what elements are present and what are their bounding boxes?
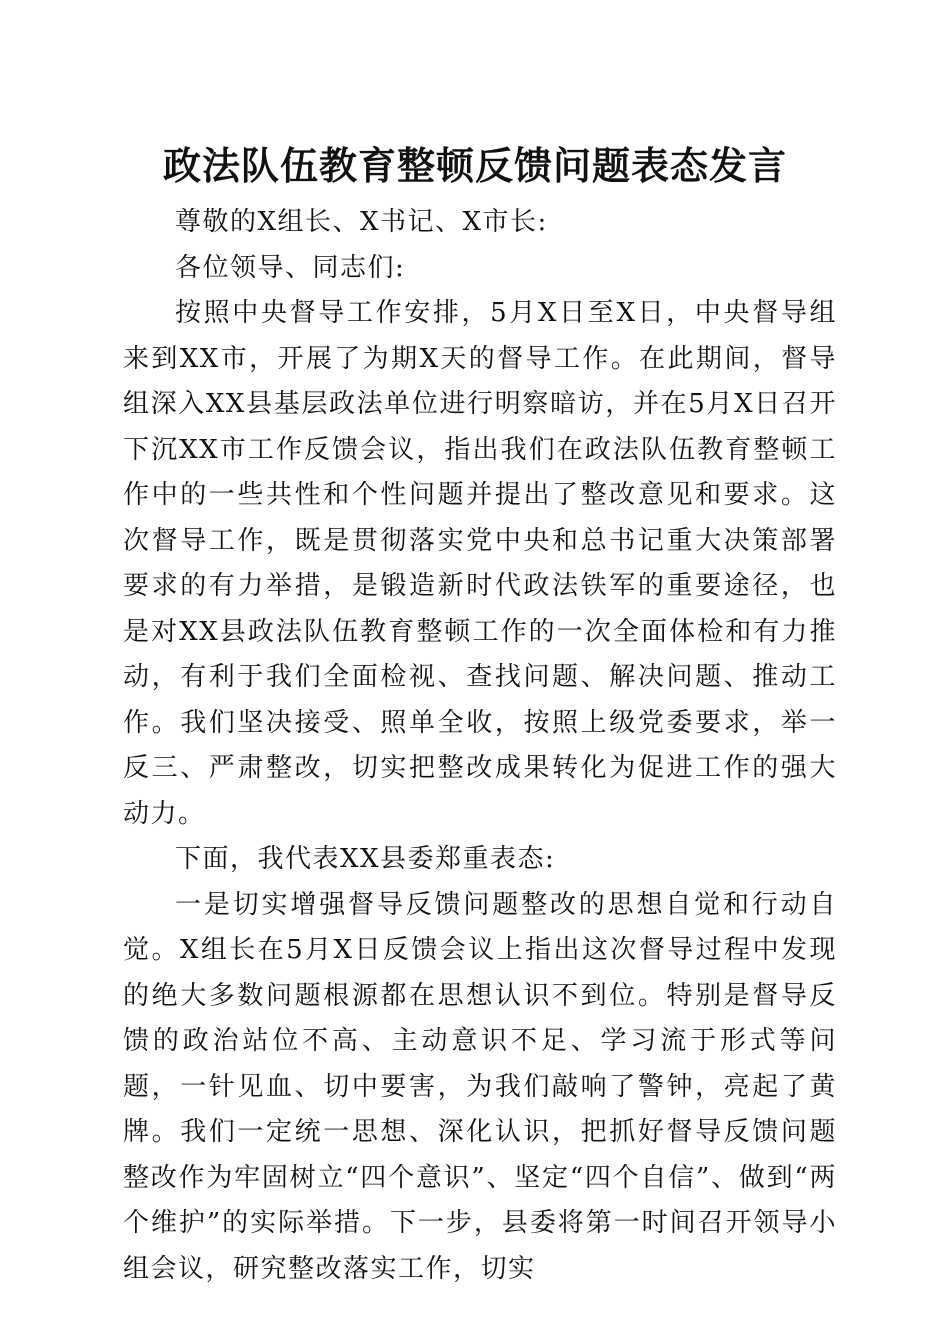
- body-paragraph: 按照中央督导工作安排，5月X日至X日，中央督导组来到XX市，开展了为期X天的督导工作。在此期间，督导组深入XX县基层政法单位进行明察暗访，并在5月X日召开下沉XX市工作反馈会议，指出我们在政法队伍教育整顿工作中的一些共性和个性问题并提出了整改意见和要求。这次督导工作，既是贯彻落实党中央和总书记重大决策部署要求的有力举措，是锻造新时代政法铁军的重要途径，也是对XX县政法队伍教育整顿工作的一次全面体检和有力推动，有利于我们全面检视、查找问题、解决问题、推动工作。我们坚决接受、照单全收，按照上级党委要求，举一反三、严肃整改，切实把整改成果转化为促进工作的强大动力。: [123, 298, 837, 829]
- body-paragraph: 下面，我代表XX县委郑重表态:: [175, 844, 556, 874]
- salutation-line: 各位领导、同志们:: [175, 252, 406, 283]
- document-title: 政法队伍教育整顿反馈问题表态发言: [162, 143, 787, 188]
- document-body: [123, 200, 837, 1292]
- body-paragraph: 一是切实增强督导反馈问题整改的思想自觉和行动自觉。X组长在5月X日反馈会议上指出这次督导过程中发现的绝大多数问题根源都在思想认识不到位。特别是督导反馈的政治站位不高、主动意识不足、学习流于形式等问题，一针见血、切中要害，为我们敲响了警钟，亮起了黄牌。我们一定统一思想、深化认识，把抓好督导反馈问题整改作为牢固树立“四个意识”、坚定“四个自信”、做到“两个维护”的实际举措。下一步，县委将第一时间召开领导小组会议，研究整改落实工作，切实: [123, 889, 837, 1284]
- salutation-line: 尊敬的X组长、X书记、X市长:: [175, 207, 548, 237]
